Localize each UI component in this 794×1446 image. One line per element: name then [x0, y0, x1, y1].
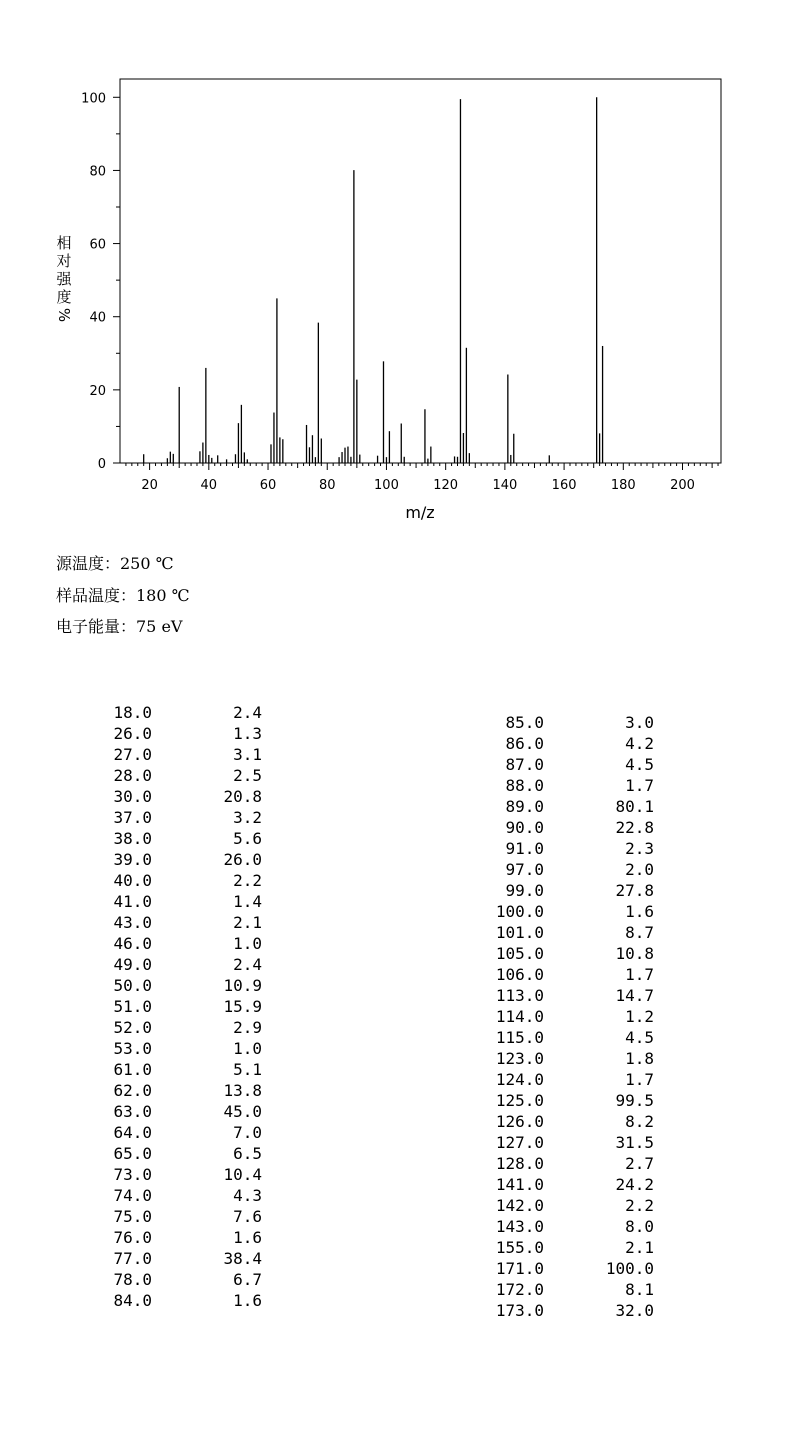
- mz-value: 85.0: [505, 713, 544, 732]
- y-axis-label-char: 对: [56, 252, 72, 270]
- intensity-value: 10.8: [615, 944, 654, 963]
- table-row: [478, 796, 654, 817]
- x-tick-label: 160: [551, 478, 577, 493]
- mz-value: 125.0: [495, 1091, 544, 1110]
- x-tick-label: 120: [433, 478, 459, 493]
- mz-value: 123.0: [495, 1049, 544, 1068]
- intensity-value: 27.8: [615, 881, 654, 900]
- x-tick-label: 80: [318, 478, 336, 493]
- intensity-value: 24.2: [615, 1175, 654, 1194]
- x-axis-ticks: [126, 463, 718, 493]
- table-row: [478, 1174, 654, 1195]
- x-tick-label: 60: [259, 478, 277, 493]
- mz-value: 46.0: [113, 934, 152, 953]
- mz-value: 30.0: [113, 787, 152, 806]
- mz-value: 77.0: [113, 1249, 152, 1268]
- intensity-value: 6.7: [233, 1270, 262, 1289]
- table-row: [478, 943, 654, 964]
- table-row: [86, 1059, 262, 1080]
- mz-value: 106.0: [495, 965, 544, 984]
- table-row: [86, 954, 262, 975]
- mz-value: 105.0: [495, 944, 544, 963]
- mz-value: 88.0: [505, 776, 544, 795]
- table-row: [86, 870, 262, 891]
- intensity-value: 5.6: [233, 829, 262, 848]
- x-tick-label: 180: [610, 478, 636, 493]
- mz-value: 155.0: [495, 1238, 544, 1257]
- table-row: [86, 1038, 262, 1059]
- intensity-value: 2.4: [233, 955, 262, 974]
- mz-value: 173.0: [495, 1301, 544, 1320]
- intensity-value: 4.3: [233, 1186, 262, 1205]
- table-row: [478, 838, 654, 859]
- table-row: [478, 1216, 654, 1237]
- intensity-value: 2.9: [233, 1018, 262, 1037]
- intensity-value: 1.6: [233, 1228, 262, 1247]
- table-row: [86, 849, 262, 870]
- plot-frame: [120, 79, 721, 463]
- intensity-value: 22.8: [615, 818, 654, 837]
- mz-value: 126.0: [495, 1112, 544, 1131]
- peak-table-left: [86, 702, 262, 1311]
- intensity-value: 3.2: [233, 808, 262, 827]
- mz-value: 40.0: [113, 871, 152, 890]
- mz-value: 171.0: [495, 1259, 544, 1278]
- table-row: [478, 1090, 654, 1111]
- table-row: [478, 733, 654, 754]
- mass-spectrum-chart: [0, 0, 794, 530]
- mz-value: 49.0: [113, 955, 152, 974]
- mz-value: 172.0: [495, 1280, 544, 1299]
- intensity-value: 3.0: [625, 713, 654, 732]
- intensity-value: 5.1: [233, 1060, 262, 1079]
- mz-value: 89.0: [505, 797, 544, 816]
- mz-value: 143.0: [495, 1217, 544, 1236]
- mz-value: 84.0: [113, 1291, 152, 1310]
- table-row: [86, 765, 262, 786]
- intensity-value: 2.7: [625, 1154, 654, 1173]
- mz-value: 91.0: [505, 839, 544, 858]
- y-tick-label: 80: [89, 164, 106, 180]
- mz-value: 128.0: [495, 1154, 544, 1173]
- mz-value: 113.0: [495, 986, 544, 1005]
- mz-value: 87.0: [505, 755, 544, 774]
- intensity-value: 4.2: [625, 734, 654, 753]
- mz-value: 78.0: [113, 1270, 152, 1289]
- table-row: [86, 1122, 262, 1143]
- intensity-value: 1.7: [625, 776, 654, 795]
- table-row: [86, 807, 262, 828]
- table-row: [86, 1269, 262, 1290]
- table-row: [86, 1206, 262, 1227]
- x-tick-label: 40: [200, 478, 218, 493]
- mz-value: 65.0: [113, 1144, 152, 1163]
- mz-value: 50.0: [113, 976, 152, 995]
- mz-value: 51.0: [113, 997, 152, 1016]
- mz-value: 74.0: [113, 1186, 152, 1205]
- intensity-value: 31.5: [615, 1133, 654, 1152]
- source-temperature: 源温度：250 ℃: [56, 554, 174, 573]
- intensity-value: 14.7: [615, 986, 654, 1005]
- intensity-value: 100.0: [605, 1259, 654, 1278]
- table-row: [478, 1300, 654, 1321]
- table-row: [478, 1006, 654, 1027]
- intensity-value: 3.1: [233, 745, 262, 764]
- table-row: [478, 754, 654, 775]
- y-tick-label: 100: [81, 91, 106, 107]
- mz-value: 115.0: [495, 1028, 544, 1047]
- intensity-value: 13.8: [223, 1081, 262, 1100]
- mz-value: 114.0: [495, 1007, 544, 1026]
- mz-value: 27.0: [113, 745, 152, 764]
- intensity-value: 1.0: [233, 934, 262, 953]
- sample-temperature: 样品温度：180 ℃: [56, 586, 190, 605]
- intensity-value: 6.5: [233, 1144, 262, 1163]
- spectrum-peaks: [144, 97, 603, 463]
- intensity-value: 1.7: [625, 1070, 654, 1089]
- table-row: [86, 1290, 262, 1311]
- x-tick-label: 200: [670, 478, 695, 493]
- mz-value: 52.0: [113, 1018, 152, 1037]
- table-row: [478, 880, 654, 901]
- mz-value: 64.0: [113, 1123, 152, 1142]
- intensity-value: 15.9: [223, 997, 262, 1016]
- intensity-value: 99.5: [615, 1091, 654, 1110]
- table-row: [478, 901, 654, 922]
- mz-value: 18.0: [113, 703, 152, 722]
- table-row: [478, 1027, 654, 1048]
- table-row: [86, 891, 262, 912]
- intensity-value: 1.3: [233, 724, 262, 743]
- table-row: [86, 702, 262, 723]
- intensity-value: 2.3: [625, 839, 654, 858]
- mz-value: 53.0: [113, 1039, 152, 1058]
- intensity-value: 8.1: [625, 1280, 654, 1299]
- intensity-value: 38.4: [223, 1249, 262, 1268]
- table-row: [86, 723, 262, 744]
- mz-value: 63.0: [113, 1102, 152, 1121]
- peak-table-right: [478, 712, 654, 1321]
- x-tick-label: 100: [374, 478, 399, 493]
- x-axis-label: m/z: [405, 503, 435, 522]
- intensity-value: 2.0: [625, 860, 654, 879]
- intensity-value: 80.1: [615, 797, 654, 816]
- mz-value: 37.0: [113, 808, 152, 827]
- table-row: [86, 744, 262, 765]
- intensity-value: 1.6: [625, 902, 654, 921]
- intensity-value: 32.0: [615, 1301, 654, 1320]
- table-row: [478, 1258, 654, 1279]
- table-row: [86, 786, 262, 807]
- table-row: [86, 1017, 262, 1038]
- table-row: [478, 1279, 654, 1300]
- table-row: [86, 912, 262, 933]
- intensity-value: 26.0: [223, 850, 262, 869]
- intensity-value: 1.6: [233, 1291, 262, 1310]
- x-tick-label: 140: [492, 478, 518, 493]
- mz-value: 73.0: [113, 1165, 152, 1184]
- table-row: [478, 922, 654, 943]
- mz-value: 124.0: [495, 1070, 544, 1089]
- mz-value: 90.0: [505, 818, 544, 837]
- mz-value: 142.0: [495, 1196, 544, 1215]
- intensity-value: 8.0: [625, 1217, 654, 1236]
- mz-value: 100.0: [495, 902, 544, 921]
- mz-value: 43.0: [113, 913, 152, 932]
- intensity-value: 1.0: [233, 1039, 262, 1058]
- mz-value: 75.0: [113, 1207, 152, 1226]
- table-row: [478, 859, 654, 880]
- mz-value: 39.0: [113, 850, 152, 869]
- mz-value: 76.0: [113, 1228, 152, 1247]
- intensity-value: 10.4: [223, 1165, 262, 1184]
- intensity-value: 1.2: [625, 1007, 654, 1026]
- table-row: [478, 964, 654, 985]
- intensity-value: 7.0: [233, 1123, 262, 1142]
- mz-value: 86.0: [505, 734, 544, 753]
- mz-value: 99.0: [505, 881, 544, 900]
- table-row: [86, 996, 262, 1017]
- y-tick-label: 60: [89, 237, 106, 253]
- table-row: [86, 1185, 262, 1206]
- intensity-value: 2.1: [233, 913, 262, 932]
- table-row: [478, 1237, 654, 1258]
- mz-value: 41.0: [113, 892, 152, 911]
- intensity-value: 1.7: [625, 965, 654, 984]
- y-tick-label: 20: [89, 383, 106, 399]
- table-row: [478, 1111, 654, 1132]
- intensity-value: 8.7: [625, 923, 654, 942]
- y-axis-ticks: [81, 91, 120, 472]
- intensity-value: 8.2: [625, 1112, 654, 1131]
- table-row: [86, 828, 262, 849]
- table-row: [478, 775, 654, 796]
- intensity-value: 4.5: [625, 1028, 654, 1047]
- y-axis-label-char: 相: [56, 234, 72, 252]
- table-row: [86, 1227, 262, 1248]
- table-row: [478, 985, 654, 1006]
- mz-value: 26.0: [113, 724, 152, 743]
- intensity-value: 2.2: [233, 871, 262, 890]
- y-axis-label-char: 强: [56, 270, 72, 288]
- table-row: [86, 1143, 262, 1164]
- table-row: [478, 1069, 654, 1090]
- table-row: [478, 817, 654, 838]
- intensity-value: 1.8: [625, 1049, 654, 1068]
- mz-value: 97.0: [505, 860, 544, 879]
- table-row: [86, 1248, 262, 1269]
- table-row: [478, 1195, 654, 1216]
- intensity-value: 2.4: [233, 703, 262, 722]
- y-tick-label: 0: [97, 457, 106, 472]
- table-row: [86, 975, 262, 996]
- intensity-value: 10.9: [223, 976, 262, 995]
- mz-value: 61.0: [113, 1060, 152, 1079]
- table-row: [86, 933, 262, 954]
- y-axis-label-char: 度: [56, 288, 72, 306]
- table-row: [478, 1048, 654, 1069]
- intensity-value: 2.2: [625, 1196, 654, 1215]
- y-axis-label-char: %: [55, 307, 73, 323]
- intensity-value: 2.1: [625, 1238, 654, 1257]
- mz-value: 127.0: [495, 1133, 544, 1152]
- mz-value: 28.0: [113, 766, 152, 785]
- electron-energy: 电子能量：75 eV: [56, 617, 183, 636]
- intensity-value: 45.0: [223, 1102, 262, 1121]
- intensity-value: 1.4: [233, 892, 262, 911]
- intensity-value: 4.5: [625, 755, 654, 774]
- intensity-value: 20.8: [223, 787, 262, 806]
- intensity-value: 2.5: [233, 766, 262, 785]
- mz-value: 101.0: [495, 923, 544, 942]
- mz-value: 62.0: [113, 1081, 152, 1100]
- table-row: [478, 1153, 654, 1174]
- table-row: [478, 712, 654, 733]
- table-row: [86, 1101, 262, 1122]
- mz-value: 38.0: [113, 829, 152, 848]
- table-row: [86, 1080, 262, 1101]
- mz-value: 141.0: [495, 1175, 544, 1194]
- y-tick-label: 40: [89, 310, 106, 326]
- table-row: [86, 1164, 262, 1185]
- table-row: [478, 1132, 654, 1153]
- intensity-value: 7.6: [233, 1207, 262, 1226]
- x-tick-label: 20: [141, 478, 158, 493]
